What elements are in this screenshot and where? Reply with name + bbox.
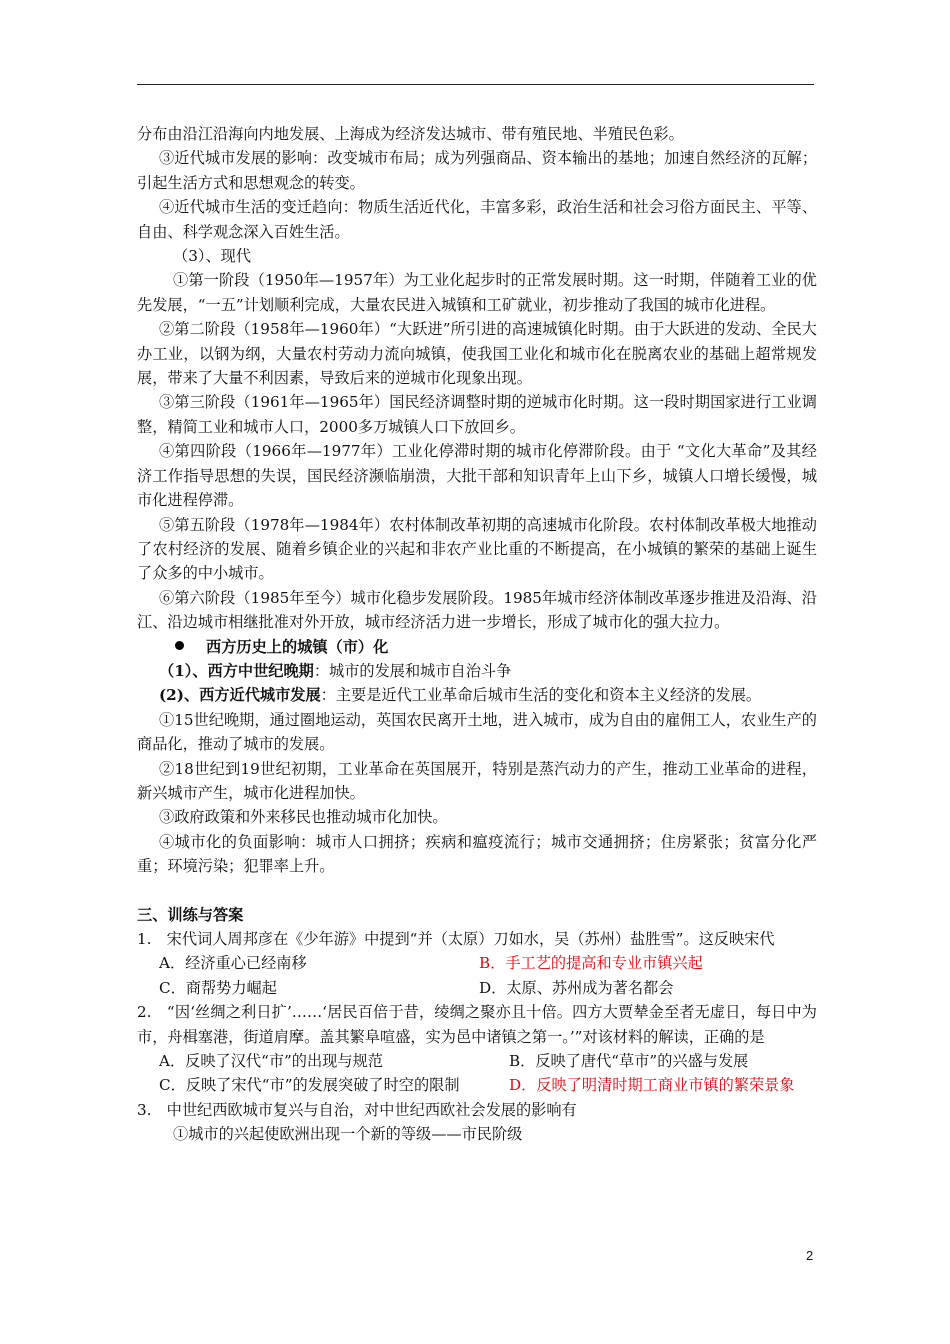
paragraph-west-point-4: ④城市化的负面影响：城市人口拥挤；疾病和瘟疫流行；城市交通拥挤；住房紧张；贫富分化严重；环境污染；犯罪率上升。	[137, 832, 817, 876]
paragraph-modern-city-impact: ③近代城市发展的影响：改变城市布局；成为列强商品、资本输出的基地；加速自然经济的瓦解；引起生活方式和思想观念的转变。	[137, 149, 817, 192]
spacer	[137, 879, 817, 903]
paragraph-west-medieval	[137, 659, 817, 683]
paragraph-west-point-2: ②18世纪到19世纪初期，工业革命在英国展开，特别是蒸汽动力的产生，推动工业革命的进程，新兴城市产生，城市化进程加快。	[137, 759, 817, 802]
option-d: D．太原、苏州成为著名都会	[479, 978, 674, 997]
document-body	[137, 122, 817, 1147]
paragraph-stage-1: ①第一阶段（1950年—1957年）为工业化起步时的正常发展时期。这一时期，伴随着工业的优先发展，“一五”计划顺利完成，大量农民进入城镇和工矿就业，初步推动了我国的城市化进程。	[137, 271, 817, 314]
west-modern-label: (2)、西方近代城市发展	[159, 686, 321, 705]
west-medieval-label: （1）、西方中世纪晚期	[159, 661, 314, 680]
question-3-item-1: ①城市的兴起使欧洲出现一个新的等级——市民阶级	[173, 1125, 523, 1144]
question-1: 1. 宋代词人周邦彦在《少年游》中提到“并（太原）刀如水，吴（苏州）盐胜雪”。这反映宋代	[137, 930, 775, 948]
west-medieval-text: ：城市的发展和城市自治斗争	[313, 661, 512, 680]
question-1-options-row-1	[137, 951, 817, 975]
option-a: A．反映了汉代“市”的出现与规范	[159, 1052, 383, 1071]
option-a: A．经济重心已经南移	[159, 954, 307, 973]
bullet-icon	[175, 641, 184, 650]
option-d-answer: D．反映了明清时期工商业市镇的繁荣景象	[509, 1076, 795, 1095]
option-b-answer: B．手工艺的提高和专业市镇兴起	[479, 954, 703, 973]
exercises-heading: 三、训练与答案	[137, 905, 244, 924]
section-heading-west	[137, 635, 817, 659]
paragraph-stage-2: ②第二阶段（1958年—1960年）“大跃进”所引进的高速城镇化时期。由于大跃进的发动、全民大办工业，以钢为纲，大量农村劳动力流向城镇，使我国工业化和城市化在脱离农业的基础上超常规发展，带来了大量不利因素，导致后来的逆城市化现象出现。	[137, 320, 817, 388]
page-number: 2	[806, 1248, 814, 1263]
section-heading-west-text: 西方历史上的城镇（市）化	[206, 637, 389, 656]
header-rule	[137, 84, 814, 85]
paragraph-continuation: 分布由沿江沿海向内地发展、上海成为经济发达城市、带有殖民地、半殖民色彩。	[137, 125, 684, 143]
paragraph-stage-5: ⑤第五阶段（1978年—1984年）农村体制改革初期的高速城市化阶段。农村体制改革极大地推动了农村经济的发展、随着乡镇企业的兴起和非农产业比重的不断提高，在小城镇的繁荣的基础上诞生了众多的中小城市。	[137, 515, 817, 583]
question-2-options-row-2	[137, 1073, 817, 1097]
west-modern-text: ：主要是近代工业革命后城市生活的变化和资本主义经济的发展。	[320, 686, 762, 705]
paragraph-stage-4: ④第四阶段（1966年—1977年）工业化停滞时期的城市化停滞阶段。由于 “文化大革命”及其经济工作指导思想的失误，国民经济濒临崩溃，大批干部和知识青年上山下乡，城镇人口增长缓慢，城市化进程停滞。	[137, 442, 817, 510]
option-b: B．反映了唐代“草市”的兴盛与发展	[509, 1052, 749, 1071]
paragraph-modern-city-life: ④近代城市生活的变迁趋向：物质生活近代化，丰富多彩，政治生活和社会习俗方面民主、平等、自由、科学观念深入百姓生活。	[137, 198, 817, 241]
question-2: 2. “因‘丝绸之利日扩’……‘居民百倍于昔，绫绸之聚亦且十倍。四方大贾辇金至者无虚日，每日中为市，舟楫塞港，街道肩摩。盖其繁阜喧盛，实为邑中诸镇之第一。’”对该材料的解读，正确的是	[137, 1003, 817, 1046]
option-c: C．商帮势力崛起	[159, 978, 277, 997]
option-c: C．反映了宋代“市”的发展突破了时空的限制	[159, 1076, 460, 1095]
paragraph-west-modern	[137, 683, 817, 707]
paragraph-stage-3: ③第三阶段（1961年—1965年）国民经济调整时期的逆城市化时期。这一段时期国家进行工业调整，精简工业和城市人口，2000多万城镇人口下放回乡。	[137, 393, 817, 436]
question-1-options-row-2	[137, 976, 817, 1000]
question-3: 3. 中世纪西欧城市复兴与自治，对中世纪西欧社会发展的影响有	[137, 1100, 577, 1119]
paragraph-west-point-3: ③政府政策和外来移民也推动城市化加快。	[159, 808, 448, 827]
paragraph-stage-6: ⑥第六阶段（1985年至今）城市化稳步发展阶段。1985年城市经济体制改革逐步推进及沿海、沿江、沿边城市相继批准对外开放，城市经济活力进一步增长，形成了城市化的强大拉力。	[137, 588, 817, 632]
question-2-options-row-1	[137, 1049, 817, 1073]
section-heading-modern: （3）、现代	[173, 247, 252, 266]
paragraph-west-point-1: ①15世纪晚期，通过圈地运动，英国农民离开土地，进入城市，成为自由的雇佣工人，农业生产的商品化，推动了城市的发展。	[137, 710, 817, 754]
